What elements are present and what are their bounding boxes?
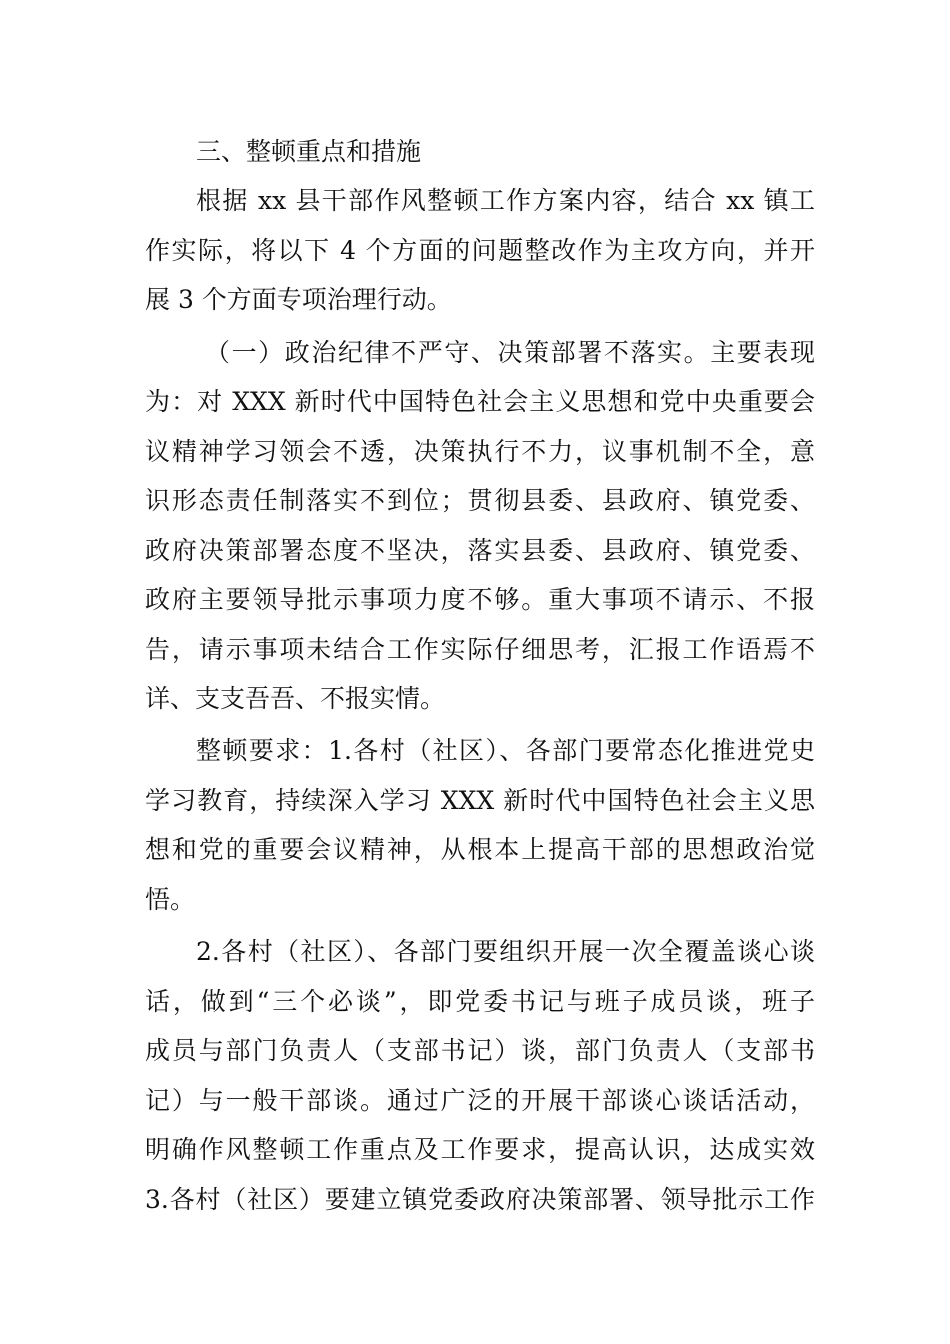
paragraph-line: 展 3 个方面专项治理行动。	[145, 285, 452, 314]
paragraph-line: 学习教育，持续深入学习 XXX 新时代中国特色社会主义思	[145, 786, 815, 815]
paragraph-line: 想和党的重要会议精神，从根本上提高干部的思想政治觉	[145, 835, 815, 864]
paragraph-line: 根据 xx 县干部作风整顿工作方案内容，结合 xx 镇工	[196, 186, 815, 215]
paragraph-line: 政府决策部署态度不坚决，落实县委、县政府、镇党委、	[145, 536, 815, 565]
paragraph-line: 记）与一般干部谈。通过广泛的开展干部谈心谈话活动，	[145, 1086, 815, 1115]
paragraph-line: 悟。	[145, 885, 196, 914]
paragraph-line: 成员与部门负责人（支部书记）谈，部门负责人（支部书	[145, 1036, 815, 1065]
paragraph-line: 2.各村（社区）、各部门要组织开展一次全覆盖谈心谈	[196, 937, 815, 966]
paragraph-line: 作实际，将以下 4 个方面的问题整改作为主攻方向，并开	[145, 236, 815, 265]
paragraph-line: 话，做到“三个必谈”，即党委书记与班子成员谈，班子	[145, 987, 815, 1016]
paragraph-line: 为：对 XXX 新时代中国特色社会主义思想和党中央重要会	[145, 387, 815, 416]
section-heading: 三、整顿重点和措施	[196, 137, 422, 166]
paragraph-line: 详、支支吾吾、不报实情。	[145, 684, 446, 713]
paragraph-line: 明确作风整顿工作重点及工作要求，提高认识，达成实效	[145, 1135, 815, 1164]
paragraph-line: （一）政治纪律不严守、决策部署不落实。主要表现	[205, 338, 815, 367]
paragraph-line: 识形态责任制落实不到位；贯彻县委、县政府、镇党委、	[145, 486, 815, 515]
paragraph-line: 议精神学习领会不透，决策执行不力，议事机制不全，意	[145, 437, 815, 466]
paragraph-line: 告，请示事项未结合工作实际仔细思考，汇报工作语焉不	[145, 635, 815, 664]
paragraph-line: 政府主要领导批示事项力度不够。重大事项不请示、不报	[145, 585, 815, 614]
paragraph-line: 整顿要求：1.各村（社区）、各部门要常态化推进党史	[196, 736, 815, 765]
paragraph-line: 3.各村（社区）要建立镇党委政府决策部署、领导批示工作	[145, 1185, 815, 1214]
